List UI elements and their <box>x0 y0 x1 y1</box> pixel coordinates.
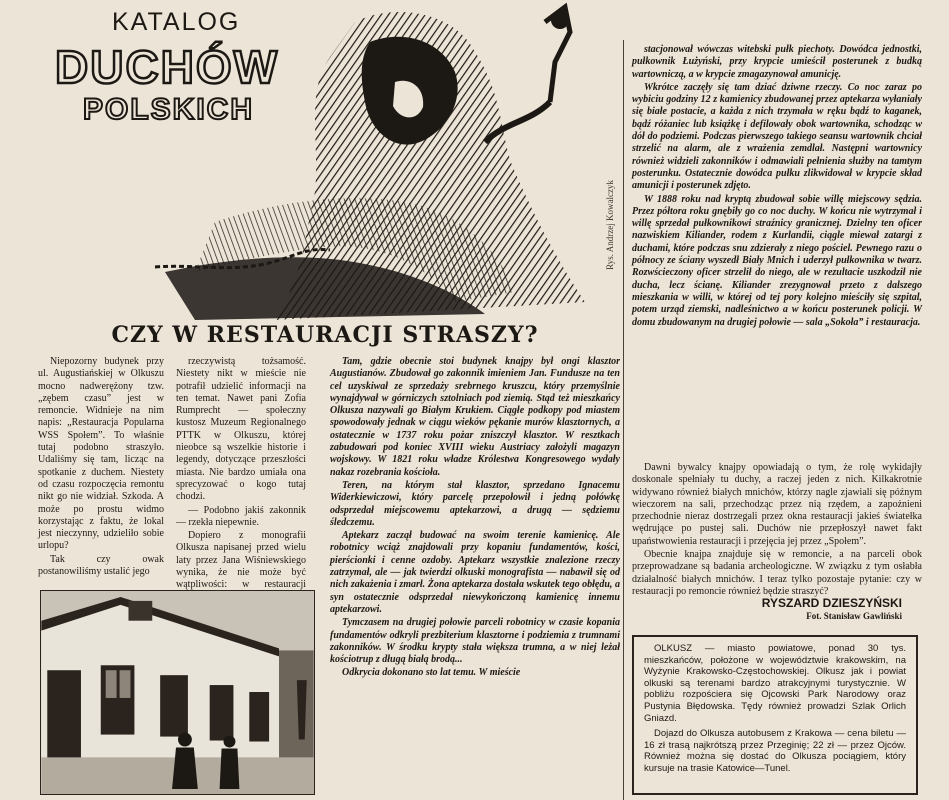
paragraph: Obecnie knajpa znajduje się w remoncie, a na parceli obok przeprowadzane są badania archeologiczne. W związku z tym osłabła działalność białych mnichów. I teraz tylko pozostaje pytanie: czy w restauracji po remoncie również będzie straszyć? <box>632 549 922 597</box>
paragraph: W 1888 roku nad kryptą zbudował sobie willę miejscowy sędzia. Przez półtora roku gnębiły go co noc duchy. W końcu nie wytrzymał i willę sprzedał pułkownikowi straźnicy granicznej. Dzielny ten oficer nazwiskiem Kiliander, rodem z Kurlandii, ciągle miewał zatargi z duchami, które podczas snu zdzierały z niego pościel. Pewnego razu o północy ze ściany wyszedł Biały Mnich i uderzył pułkownika w twarz. Rozwścieczony oficer strzelił do niego, ale w rezultacie uszkodził nie ducha, lecz ścianę. Kiliander zrezygnował przeto z dalszego mieszkania w willi, w której od tej pory kolejno mieściły się szpital, potem urząd ziemski, nadleśnictwo a w końcu posterunek policji. W domu zbudowanym na drugiej połowie — sala „Sokoła” i restauracja. <box>632 193 922 328</box>
photo-credit: Fot. Stanisław Gawliński <box>806 611 902 621</box>
kicker: KATALOG <box>112 8 241 36</box>
author-byline: RYSZARD DZIESZYŃSKI <box>761 596 902 610</box>
paragraph: Wkrótce zaczęły się tam dziać dziwne rzeczy. Co noc zaraz po wybiciu godziny 12 z kamienicy zbudowanej przez aptekarza wyłaniały się białe postacie, a każda z nich trzymała w ręku bądź to kaganek, bądź różaniec lub książkę i defilowały obok wartownika, schodząc w dół do podziemi. Podczas pierwszego takiego seansu wartownik chciał strzelić na alarm, ale z wrażenia zemdlał. Następni wartownicy również widzieli zakonników i odmawiali pełnienia służby na tamtym posterunku. Ostatecznie dowódca pułku zlikwidował w krypcie skład amunicji i posterunek zdjęto. <box>632 81 922 192</box>
info-paragraph: Dojazd do Olkusza autobusem z Krakowa — cena biletu — 16 zł trasą najkrótszą przez Przeginię; 22 zł — przez Ojców. Również można się dostać do Olkusza pociągiem, który kursuje na trasie Katowice—Tunel. <box>644 728 906 774</box>
text-column-4 <box>632 44 922 454</box>
text-column-1 <box>38 356 164 584</box>
info-paragraph: OLKUSZ — miasto powiatowe, ponad 30 tys. mieszkańców, położone w województwie krakowskim, na Wyżynie Krakowsko-Częstochowskiej. Olkusz jak i powiat olkuski są terenami bardzo atrakcyjnymi turystycznie. W pobliżu rozpościera się Ojcowski Park Narodowy oraz Pustynia Błędowska. Tędy również prowadzi Szlak Orlich Gniazd. <box>644 643 906 724</box>
text-column-3 <box>330 356 620 800</box>
text-column-2 <box>176 356 306 591</box>
monk-illustration <box>155 2 600 320</box>
paragraph: — Podobno jakiś zakonnik — rzekła niepewnie. <box>176 504 306 528</box>
info-box <box>632 635 918 795</box>
paragraph: Niepozorny budynek przy ul. Augustiańskiej w Olkuszu mocno nadwerężony tzw. „zębem czasu” jest w remoncie. Widnieje na nim napis: „Restauracja Popularna WSS Społem”. To właśnie tutaj podobno straszyło. Udaliśmy się tam, licząc na spotkanie z duchem. Niestety od czasu rozpoczęcia remontu nikt go nie widział. Szkoda. A może po prostu widmo korzystając z faktu, że lokal jest nieczynny, udzieliło sobie urlopu? <box>38 356 164 552</box>
paragraph: Tam, gdzie obecnie stoi budynek knajpy był ongi klasztor Augustianów. Zbudował go zakonnik imieniem Jan. Fundusze na ten cel uzyskiwał ze sprzedaży srebrnego kruszcu, który przemyślnie wynajdywał w górniczych sztolniach pod ziemią. Stąd też mieszkańcy Olkusza nazywali go Białym Krukiem. Ciągłe podkopy pod miastem spowodowały jednak w ciągu wieków pękanie murów klasztornych, a ostatecznie w 1737 roku pożar zniszczył klasztor. W resztkach zabudowań pod koniec XVIII wieku Austriacy założyli magazyn wojskowy. W 1821 roku władze Królestwa Kongresowego wydały nakaz rozebrania kościoła. <box>330 356 620 478</box>
paragraph: Dopiero z monografii Olkusza napisanej przed wielu laty przez Jana Wiśniewskiego wynika, że nie może być wątpliwości: w restauracji <box>176 530 306 591</box>
article-headline: CZY W RESTAURACJI STRASZY? <box>111 322 539 348</box>
paragraph: rzeczywistą tożsamość. Niestety nikt w mieście nie potrafił udzielić informacji na ten temat. Nawet pani Zofia Rumprecht — społeczny kustosz Muzeum Regionalnego PTTK w Olkuszu, której nieobce są wszelkie historie i legendy, dotyczące przeszłości miasta. Nie bardzo umiała ona sprecyzować o kogo tutaj chodzi. <box>176 356 306 503</box>
paragraph: stacjonował wówczas witebski pułk piechoty. Dowódca jednostki, pułkownik Łużyński, przy krypcie umieścił posterunek z budką wartowniczą, a w krypcie zmagazynował amunicję. <box>632 44 922 80</box>
column-divider <box>623 40 624 800</box>
paragraph: Odkrycia dokonano sto lat temu. W mieście <box>342 667 521 679</box>
paragraph: Dawni bywalcy knajpy opowiadają o tym, że rolę wykidajły doskonale spełniały tu duchy, a raczej jeden z nich. Kilkakrotnie widywano również białych mnichów, którzy nagle zjawiali się późnym wieczorem na sali, przechodząc przez nią rzędem, a zapożnieni przechodnie nieraz dostrzegali przez okna restauracji jakieś światełka wędrujące po pustej sali. Duchów nie przepłoszył nawet fakt upaństwowienia restauracji i przejęcia jej przez „Społem”. <box>632 462 922 547</box>
page-title: DUCHÓW <box>55 41 280 93</box>
illustration-credit: Rys. Andrzej Kowalczyk <box>605 180 615 270</box>
restaurant-photo <box>40 590 315 795</box>
page-subtitle: POLSKICH <box>83 93 255 126</box>
paragraph: Aptekarz zaczął budować na swoim terenie kamienicę. Ale robotnicy wciąż znajdowali przy kopaniu fundamentów, kości, pierścionki i cenne ozdoby. Aptekarz wszystkie znalezione rzeczy zatrzymał, ale — jak twierdzi olkuski monografista — nabawił się od nich zakażenia i zmarł. Żona aptekarza dostała wskutek tego obłędu, a syn ostatecznie odsprzedał niewykończoną kamienicę innemu aptekarzowi. <box>330 530 620 615</box>
text-column-5 <box>632 462 922 597</box>
paragraph: Tak czy owak postanowiliśmy ustalić jego <box>38 553 164 578</box>
paragraph: Teren, na którym stał klasztor, sprzedano Ignacemu Widerkiewiczowi, który parcelę przepołowił i jedną połówkę odsprzedał miejscowemu aptekarzowi, a drugą — sędziemu śledczemu. <box>330 479 620 528</box>
paragraph: Tymczasem na drugiej połowie parceli robotnicy w czasie kopania fundamentów odkryli prezbiterium klasztorne i podziemia z trumnami zakonników. W środku krypty stała większa trumna, a w niej leżał kościotrup z długą białą brodą... <box>330 617 620 666</box>
